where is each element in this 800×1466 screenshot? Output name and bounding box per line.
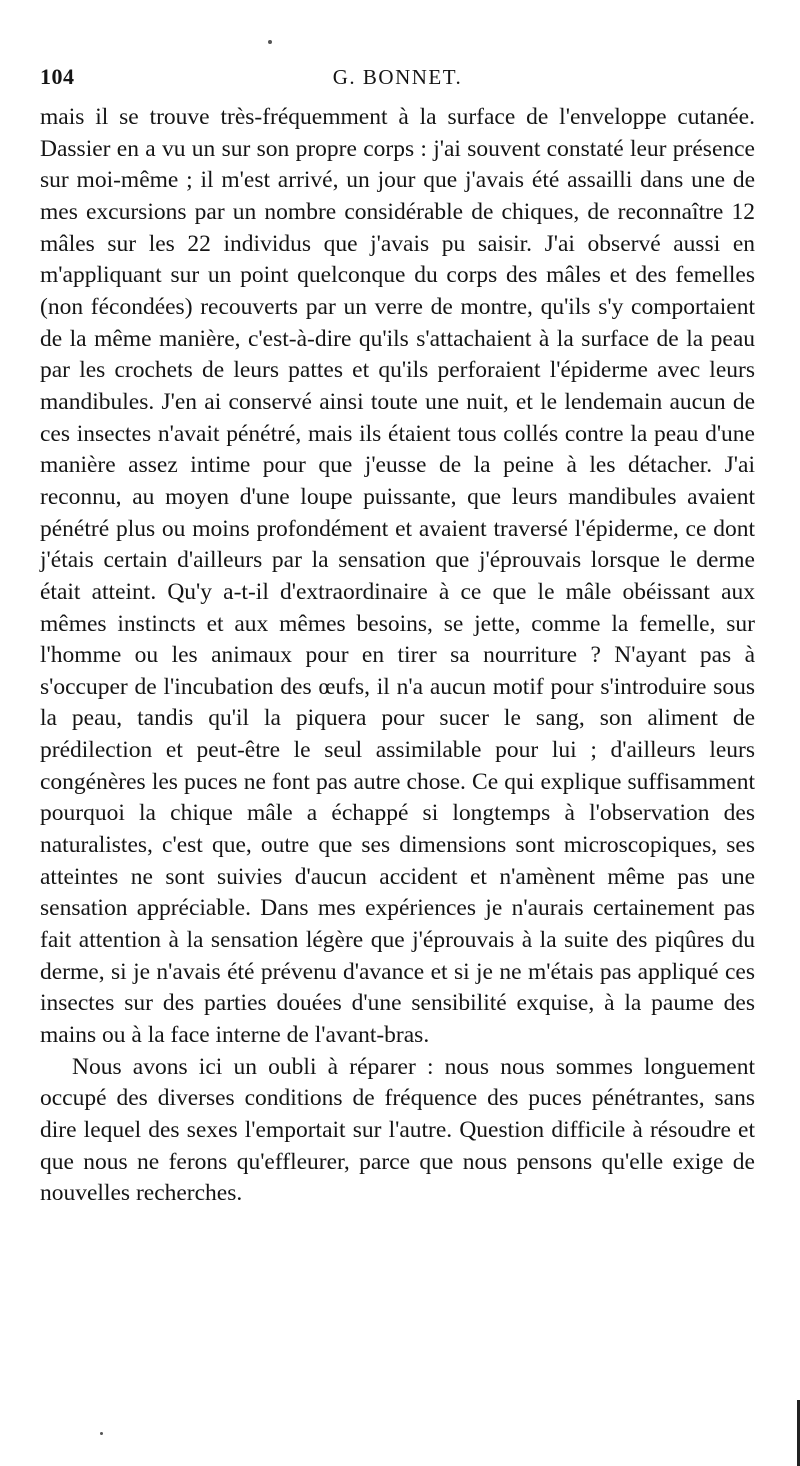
running-head: G. BONNET. bbox=[332, 65, 463, 89]
print-speck bbox=[268, 40, 272, 44]
paragraph-2: Nous avons ici un oubli à réparer : nous nous sommes longuement occupé des diverses conditions de fréquence des puces pénétrantes, sans dire lequel des sexes l'emportait sur l'autre. Question difficile à résoudre et que nous ne ferons qu'effleurer, parce que nous pensons qu'elle exige de nouvelles recherches. bbox=[40, 1053, 755, 1207]
page-header bbox=[40, 64, 755, 94]
paragraph-1: mais il se trouve très-fréquemment à la surface de l'enveloppe cutanée. Dassier en a vu un sur son propre corps : j'ai souvent constaté leur présence sur moi-même ; il m'est arrivé, un jour que j'avais été assailli dans une de mes excursions par un nombre considérable de chiques, de reconnaître 12 mâles sur les 22 individus que j'avais pu saisir. J'ai observé aussi en m'appliquant sur un point quelconque du corps des mâles et des femelles (non fécondées) recouverts par un verre de montre, qu'ils s'y comportaient de la même manière, c'est-à-dire qu'ils s'attachaient à la surface de la peau par les crochets de leurs pattes et qu'ils perforaient l'épiderme avec leurs mandibules. J'en ai conservé ainsi toute une nuit, et le lendemain aucun de ces insectes n'avait pénétré, mais ils étaient tous collés contre la peau d'une manière assez intime pour que j'eusse de la peine à les détacher. J'ai reconnu, au moyen d'une loupe puissante, que leurs mandibules avaient pénétré plus ou moins profondément et avaient traversé l'épiderme, ce dont j'étais certain d'ailleurs par la sensation que j'éprouvais lorsque le derme était atteint. Qu'y a-t-il d'extraordinaire à ce que le mâle obéissant aux mêmes instincts et aux mêmes besoins, se jette, comme la femelle, sur l'homme ou les animaux pour en tirer sa nourriture ? N'ayant pas à s'occuper de l'incubation des œufs, il n'a aucun motif pour s'introduire sous la peau, tandis qu'il la piquera pour sucer le sang, son aliment de prédilection et peut-être le seul assimilable pour lui ; d'ailleurs leurs congénères les puces ne font pas autre chose. Ce qui explique suffisamment pourquoi la chique mâle a échappé si longtemps à l'observation des naturalistes, c'est que, outre que ses dimensions sont microscopiques, ses atteintes ne sont suivies d'aucun accident et n'amènent même pas une sensation appréciable. Dans mes expériences je n'aurais certainement pas fait attention à la sensation légère que j'éprouvais à la suite des piqûres du derme, si je n'avais été prévenu d'avance et si je ne m'étais pas appliqué ces insectes sur des parties douées d'une sensibilité exquise, à la paume des mains ou à la face interne de l'avant-bras. bbox=[40, 104, 755, 1049]
body-text bbox=[40, 102, 755, 1210]
print-speck bbox=[100, 1432, 103, 1435]
page-number: 104 bbox=[40, 64, 75, 89]
